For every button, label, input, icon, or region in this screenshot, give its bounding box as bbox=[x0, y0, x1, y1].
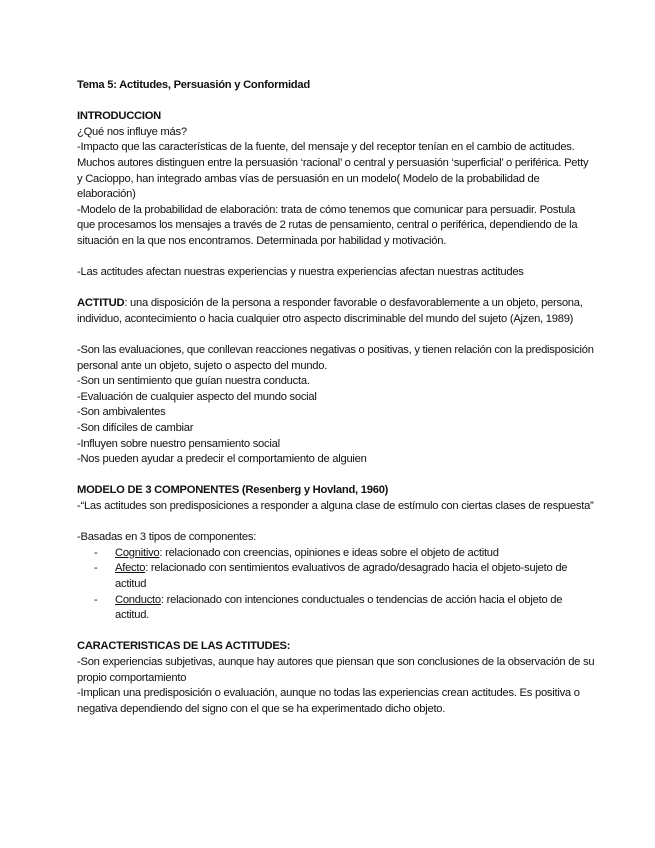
caracteristicas-heading: CARACTERISTICAS DE LAS ACTITUDES: bbox=[77, 640, 291, 653]
intro-question: ¿Qué nos influye más? bbox=[77, 125, 187, 138]
caracteristicas-paragraph-2: -Implican una predisposición o evaluación, aunque no todas las experiencias crean actitudes. Es positiva o negativa dependiendo del signo con el que se ha experimentado dicho objeto. bbox=[77, 687, 580, 715]
modelo-quote: -“Las actitudes son predisposiciones a responder a alguna clase de estímulo con ciertas clases de respuesta” bbox=[77, 500, 594, 513]
actitud-item: -Influyen sobre nuestro pensamiento social bbox=[77, 437, 280, 450]
actitud-item: -Son ambivalentes bbox=[77, 406, 166, 419]
component-text: : relacionado con creencias, opiniones e ideas sobre el objeto de actitud bbox=[159, 546, 499, 559]
actitud-term: ACTITUD bbox=[77, 297, 125, 310]
actitud-item: -Nos pueden ayudar a predecir el comportamiento de alguien bbox=[77, 453, 367, 466]
intro-heading: INTRODUCCION bbox=[77, 110, 162, 123]
component-name: Afecto bbox=[115, 562, 146, 575]
bullet-dash: - bbox=[94, 546, 98, 559]
actitud-item: -Evaluación de cualquier aspecto del mundo social bbox=[77, 390, 317, 403]
bullet-dash: - bbox=[94, 562, 98, 575]
actitud-definition-text: : una disposición de la persona a responder favorable o desfavorablemente a un objeto, persona, individuo, acontecimiento o hacia cualquier otro aspecto discriminable del mundo del sujeto (Ajzen, 1989) bbox=[77, 297, 583, 325]
spacer bbox=[77, 250, 595, 266]
actitud-item: -Son un sentimiento que guían nuestra conducta. bbox=[77, 375, 310, 388]
spacer bbox=[77, 281, 595, 297]
actitud-item: -Son difíciles de cambiar bbox=[77, 422, 194, 435]
bullet-dash: - bbox=[94, 593, 98, 606]
caracteristicas-paragraph-1: -Son experiencias subjetivas, aunque hay autores que piensan que son conclusiones de la observación de su propio comportamiento bbox=[77, 655, 595, 684]
component-item bbox=[77, 561, 595, 592]
modelo-heading: MODELO DE 3 COMPONENTES (Resenberg y Hovland, 1960) bbox=[77, 484, 389, 497]
component-name: Conducto bbox=[115, 593, 161, 606]
spacer bbox=[77, 515, 595, 531]
component-text: : relacionado con sentimientos evaluativos de agrado/desagrado hacia el objeto-sujeto de actitud bbox=[115, 562, 568, 590]
document-title: Tema 5: Actitudes, Persuasión y Conformidad bbox=[77, 79, 310, 91]
component-item bbox=[77, 593, 595, 624]
component-text: : relacionado con intenciones conductuales o tendencias de acción hacia el objeto de actitud. bbox=[115, 593, 563, 622]
actitud-definition bbox=[77, 296, 595, 327]
intro-paragraph-3: -Las actitudes afectan nuestras experiencias y nuestra experiencias afectan nuestras actitudes bbox=[77, 266, 524, 279]
actitud-item: -Son las evaluaciones, que conllevan reacciones negativas o positivas, y tienen relación con la predisposición personal ante un objeto, sujeto o aspecto del mundo. bbox=[77, 344, 594, 372]
intro-paragraph-1: -Impacto que las características de la fuente, del mensaje y del receptor tenían en el cambio de actitudes. Muchos autores distinguen entre la persuasión ‘racional’ o central y persuasión ‘superficial’ o periférica. Petty y Cacioppo, han integrado ambas vías de persuasión en un modelo( Modelo de la probabilidad de elaboración) bbox=[77, 141, 589, 201]
intro-paragraph-2: -Modelo de la probabilidad de elaboración: trata de cómo tenemos que comunicar para persuadir. Postula que procesamos los mensajes a través de 2 rutas de pensamiento, central o periférica, dependiendo de la situación en la que nos encontramos. Determinada por habilidad y motivación. bbox=[77, 203, 578, 247]
spacer bbox=[77, 94, 595, 110]
modelo-intro: -Basadas en 3 tipos de componentes: bbox=[77, 531, 257, 544]
spacer bbox=[77, 624, 595, 640]
component-name: Cognitivo bbox=[115, 546, 160, 559]
spacer bbox=[77, 328, 595, 344]
spacer bbox=[77, 468, 595, 484]
component-item bbox=[77, 546, 595, 562]
